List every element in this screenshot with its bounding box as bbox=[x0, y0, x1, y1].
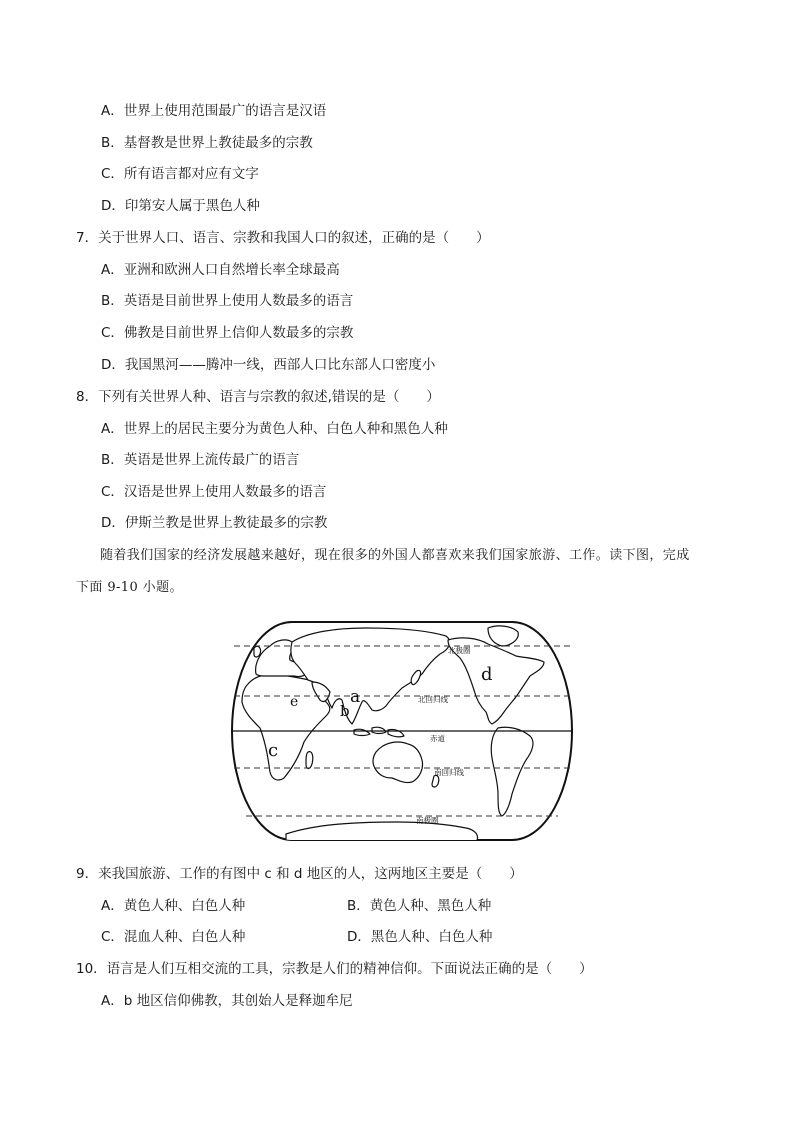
region-d-label: d bbox=[481, 664, 493, 685]
reading-intro-line1: 随着我们国家的经济发展越来越好，现在很多的外国人都喜欢来我们国家旅游、工作。读下图，完成 bbox=[100, 548, 690, 563]
q7-option-a: A．亚洲和欧洲人口自然增长率全球最高 bbox=[101, 262, 340, 278]
britain-island bbox=[254, 646, 261, 657]
q10-option-a: A．b 地区信仰佛教，其创始人是释迦牟尼 bbox=[101, 993, 353, 1009]
q6-option-c: C．所有语言都对应有文字 bbox=[101, 166, 259, 182]
q9-option-b: B．黄色人种、黑色人种 bbox=[347, 898, 492, 914]
q7-option-b: B．英语是目前世界上使用人数最多的语言 bbox=[101, 293, 354, 309]
q8-option-d: D．伊斯兰教是世界上教徒最多的宗教 bbox=[101, 515, 328, 531]
q9-option-d: D．黑色人种、白色人种 bbox=[347, 929, 493, 945]
q9-stem: 9．来我国旅游、工作的有图中 c 和 d 地区的人，这两地区主要是（ ） bbox=[76, 866, 523, 882]
region-a-label: a bbox=[350, 687, 361, 707]
q7-stem: 7．关于世界人口、语言、宗教和我国人口的叙述，正确的是（ ） bbox=[76, 230, 490, 246]
south-pole-label: 南极圈 bbox=[416, 816, 439, 825]
q6-option-a: A．世界上使用范围最广的语言是汉语 bbox=[101, 103, 327, 119]
world-map bbox=[226, 618, 578, 848]
equator-label: 赤道 bbox=[430, 734, 445, 743]
q10-stem: 10．语言是人们互相交流的工具，宗教是人们的精神信仰。下面说法正确的是（ ） bbox=[76, 961, 593, 977]
q8-option-a: A．世界上的居民主要分为黄色人种、白色人种和黑色人种 bbox=[101, 421, 448, 437]
reading-intro-line2: 下面 9-10 小题。 bbox=[76, 580, 183, 595]
q8-option-c: C．汉语是世界上使用人数最多的语言 bbox=[101, 484, 327, 500]
q8-option-b: B．英语是世界上流传最广的语言 bbox=[101, 452, 300, 468]
region-c-label: c bbox=[268, 740, 279, 761]
tropic-capricorn-label: 南回归线 bbox=[434, 768, 464, 777]
q6-option-d: D．印第安人属于黑色人种 bbox=[101, 198, 260, 214]
north-pole-label: 北极圈 bbox=[448, 646, 471, 655]
region-e-label: e bbox=[290, 694, 299, 710]
q9-option-c: C．混血人种、白色人种 bbox=[101, 929, 246, 945]
reading-intro bbox=[76, 546, 716, 598]
q7-option-c: C．佛教是目前世界上信仰人数最多的宗教 bbox=[101, 325, 354, 341]
q7-option-d: D．我国黑河——腾冲一线，西部人口比东部人口密度小 bbox=[101, 357, 436, 373]
madagascar-island bbox=[306, 752, 313, 769]
region-b-label: b bbox=[340, 702, 350, 720]
q6-option-b: B．基督教是世界上教徒最多的宗教 bbox=[101, 135, 313, 151]
q8-stem: 8．下列有关世界人种、语言与宗教的叙述,错误的是（ ） bbox=[76, 389, 440, 405]
q9-option-a: A．黄色人种、白色人种 bbox=[101, 898, 246, 914]
tropic-cancer-label: 北回归线 bbox=[418, 695, 448, 704]
